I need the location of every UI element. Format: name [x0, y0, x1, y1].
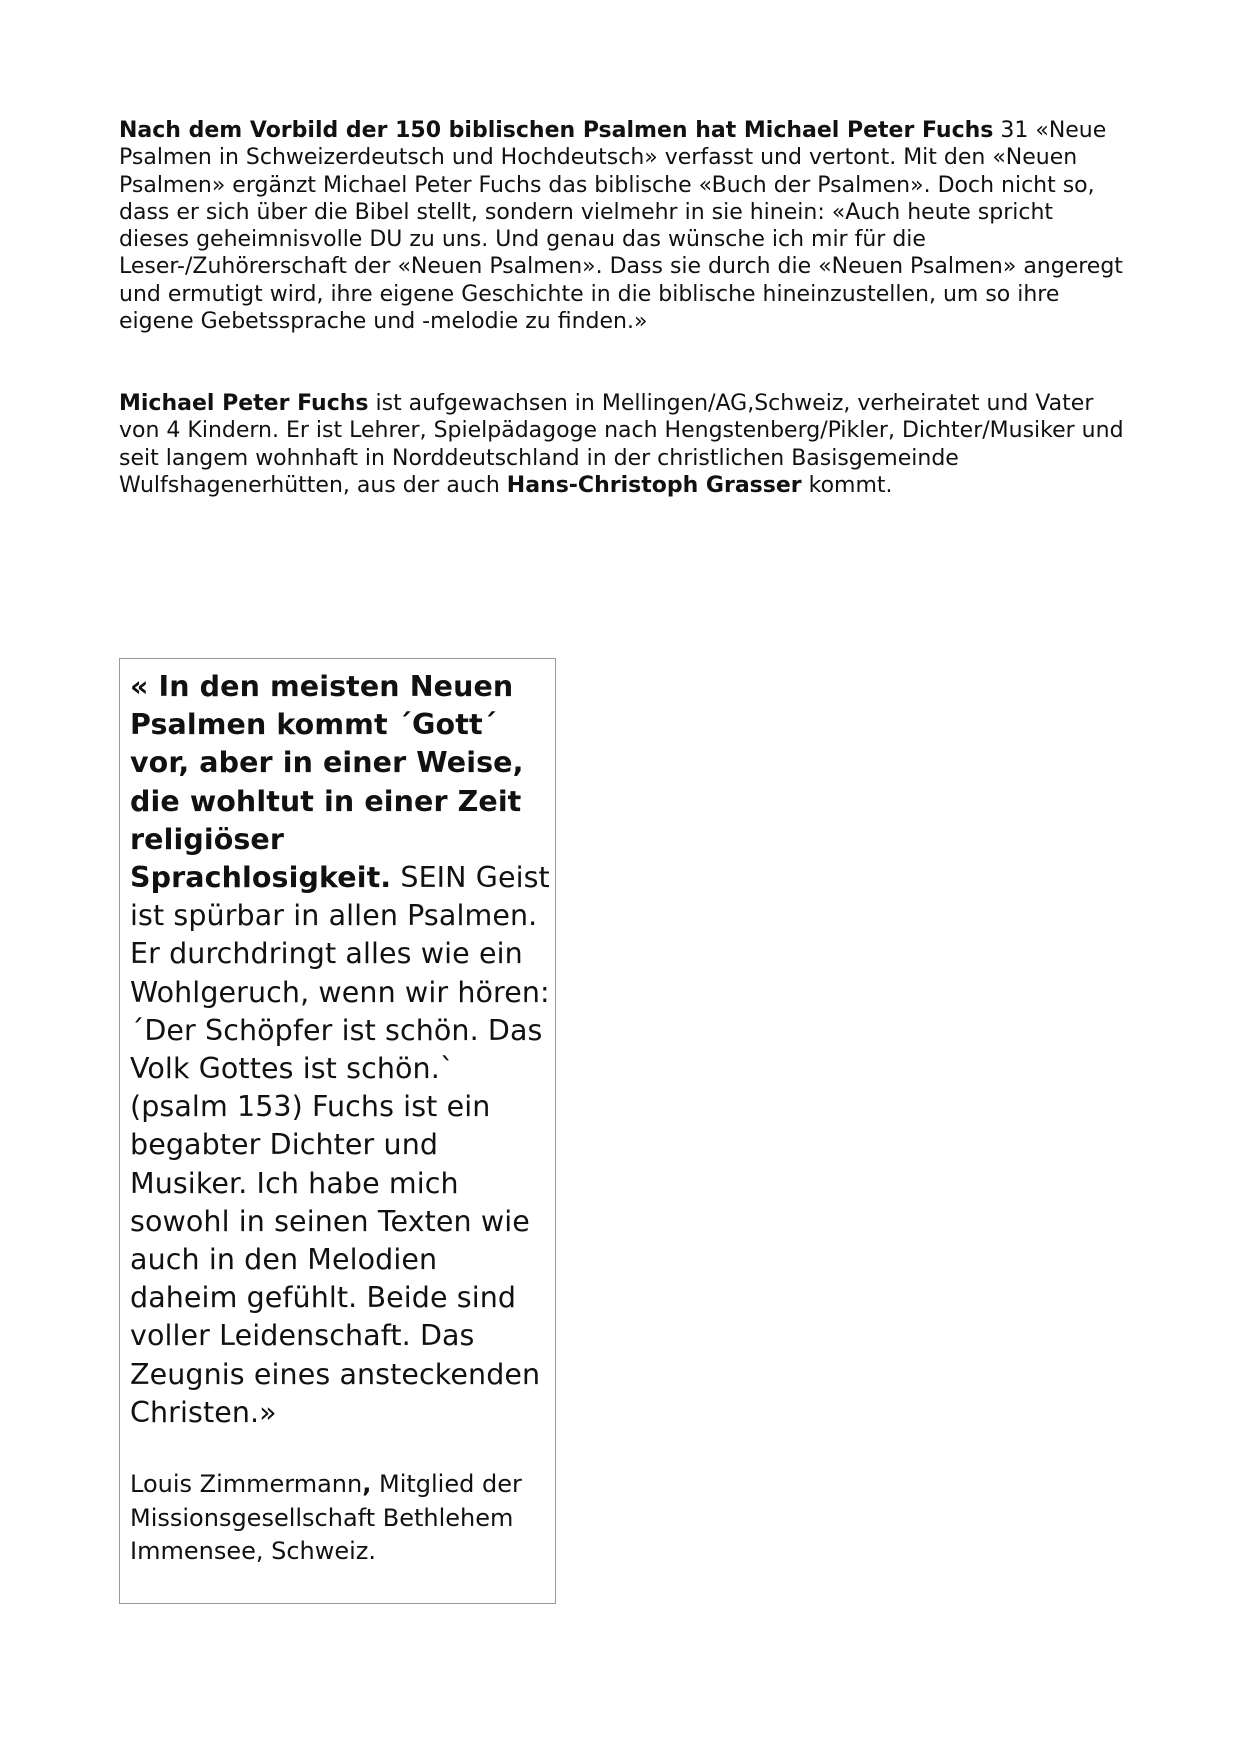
- testimonial-author-affiliation: Mitglied der Missionsgesellschaft Bethlehem Immensee, Schweiz.: [130, 1470, 522, 1565]
- testimonial-bold-text: « In den meisten Neuen Psalmen kommt ´Gott´ vor, aber in einer Weise, die wohltut in einer Zeit religiöser Sprachlosigkeit.: [130, 670, 524, 895]
- author-bio-text: ist aufgewachsen in Mellingen/AG,Schweiz, verheiratet und Vater von 4 Kindern. Er ist Lehrer, Spielpädagoge nach Hengstenberg/Pikler, Dichter/Musiker und seit langem wohnhaft in Norddeutschland in der christlichen Basisgemeinde Wulfshagenerhütten, aus der auch: [119, 391, 1124, 498]
- author-bio-paragraph: [119, 390, 1129, 499]
- testimonial-box: [119, 658, 556, 1604]
- intro-lead-bold: Nach dem Vorbild der 150 biblischen Psalmen hat Michael Peter Fuchs: [119, 118, 994, 143]
- intro-text: 31 «Neue Psalmen in Schweizerdeutsch und Hochdeutsch» verfasst und vertont. Mit den «Neuen Psalmen» ergänzt Michael Peter Fuchs das biblische «Buch der Psalmen». Doch nicht so, dass er sich über die Bibel stellt, sondern vielmehr in sie hinein: «Auch heute spricht dieses geheimnisvolle DU zu uns. Und genau das wünsche ich mir für die Leser-/Zuhörerschaft der «Neuen Psalmen». Dass sie durch die «Neuen Psalmen» angeregt und ermutigt wird, ihre eigene Geschichte in die biblische hineinzustellen, um so ihre eigene Gebetssprache und -melodie zu finden.»: [119, 118, 1123, 335]
- author-bio-end: kommt.: [801, 472, 893, 498]
- testimonial-regular-text: SEIN Geist ist spürbar in allen Psalmen. Er durchdringt alles wie ein Wohlgeruch, wenn wir hören: ´Der Schöpfer ist schön. Das Volk Gottes ist schön.` (psalm 153) Fuchs ist ein begabter Dichter und Musiker. Ich habe mich sowohl in seinen Texten wie auch in den Melodien daheim gefühlt. Beide sind voller Leidenschaft. Das Zeugnis eines ansteckenden Christen.»: [130, 861, 550, 1429]
- co-author-name-bold: Hans-Christoph Grasser: [506, 472, 802, 498]
- testimonial-quote: [130, 668, 550, 1432]
- intro-paragraph: [119, 117, 1129, 335]
- testimonial-author-comma: ,: [362, 1470, 372, 1498]
- author-name-bold: Michael Peter Fuchs: [119, 391, 369, 416]
- testimonial-attribution: [130, 1468, 550, 1569]
- testimonial-author-name: Louis Zimmermann: [130, 1470, 363, 1498]
